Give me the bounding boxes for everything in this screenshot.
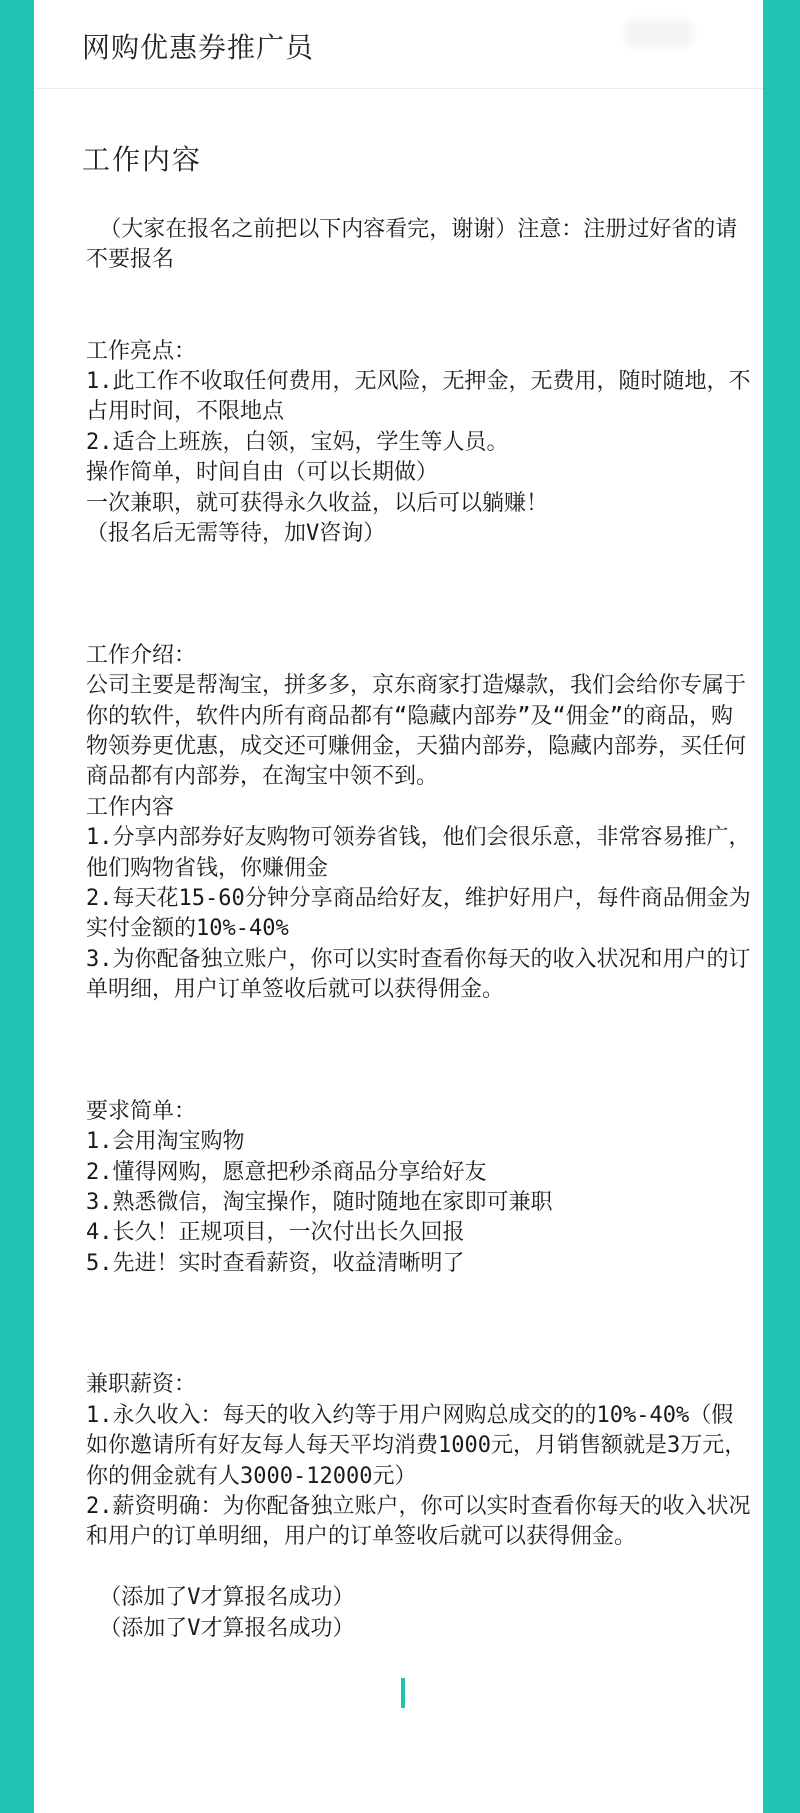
header-bar [34,0,763,89]
page-title: 网购优惠券推广员 [82,31,315,64]
description-textarea[interactable]: （大家在报名之前把以下内容看完，谢谢）注意：注册过好省的请不要报名 工作亮点： 1.此工作不收取任何费用，无风险，无押金，无费用，随时随地，不占用时间，不限地点 2.适合上班族，白领，宝妈，学生等人员。 操作简单，时间自由（可以长期做） 一次兼职，就可获得永久收益，以后可以躺赚！ （报名后无需等待，加V咨询） 工作介绍： 公司主要是帮淘宝，拼多多，京东商家打造爆款，我们会给你专属于你的软件，软件内所有商品都有“隐藏内部券”及“佣金”的商品，购物领券更优惠，成交还可赚佣金，天猫内部券，隐藏内部券，买任何商品都有内部券，在淘宝中领不到。 工作内容 1.分享内部券好友购物可领券省钱，他们会很乐意，非常容易推广，他们购物省钱，你赚佣金 2.每天花15-60分钟分享商品给好友，维护好用户，每件商品佣金为实付金额的10%-40% 3.为你配备独立账户，你可以实时查看你每天的收入状况和用户的订单明细，用户订单签收后就可以获得佣金。 要求简单： 1.会用淘宝购物 2.懂得网购，愿意把秒杀商品分享给好友 3.熟悉微信，淘宝操作，随时随地在家即可兼职 4.长久！正规项目，一次付出长久回报 5.先进！实时查看薪资，收益清晰明了 兼职薪资： 1.永久收入：每天的收入约等于用户网购总成交的的10%-40%（假如你邀请所有好友每人每天平均消费1000元，月销售额就是3万元，你的佣金就有人3000-12000元） 2.薪资明确：为你配备独立账户，你可以实时查看你每天的收入状况和用户的订单明细，用户的订单签收后就可以获得佣金。 （添加了V才算报名成功） （添加了V才算报名成功） [86,217,751,1641]
blurred-area [624,18,694,48]
content-card [34,0,763,1813]
text-cursor [401,1678,405,1708]
section-title: 工作内容 [82,143,203,176]
